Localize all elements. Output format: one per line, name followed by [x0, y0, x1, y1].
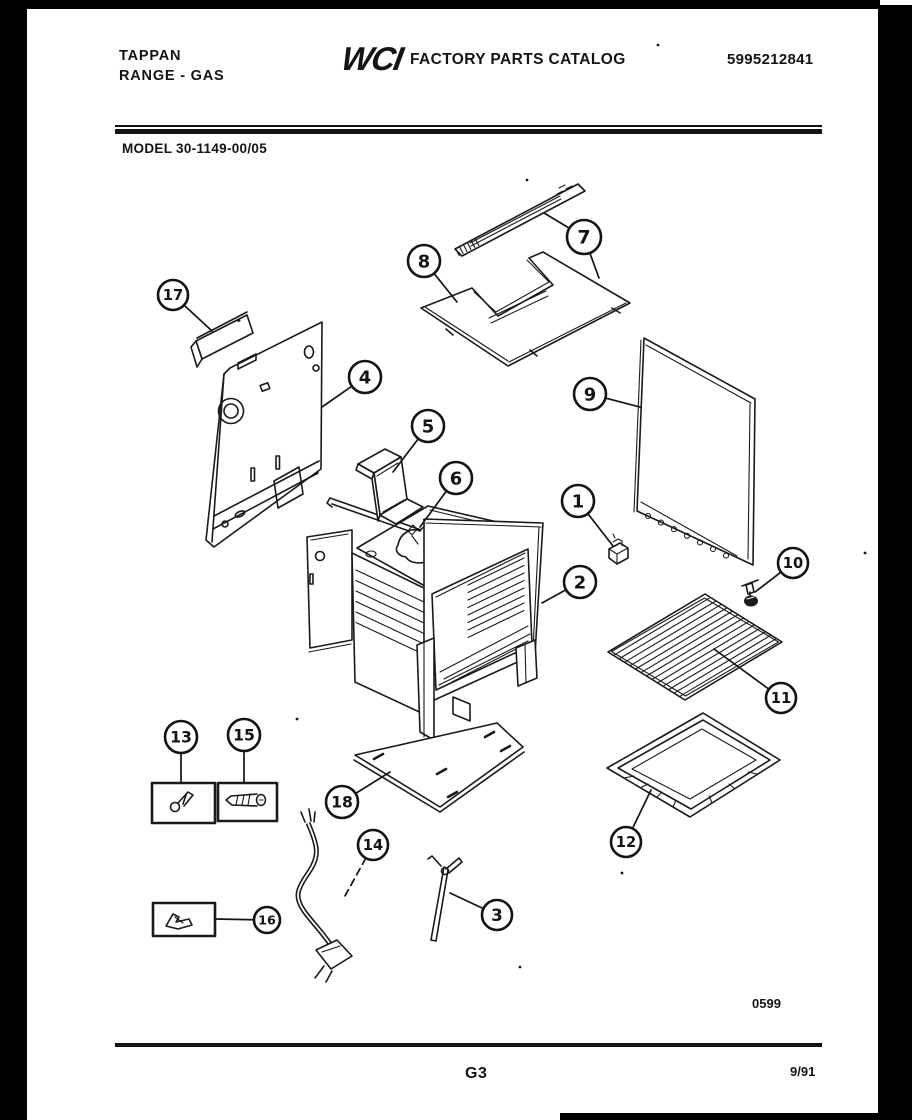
callout-number: 16	[258, 913, 276, 929]
callout-number: 7	[577, 226, 591, 249]
part-4-rear-panel	[206, 322, 322, 547]
part-3-clip	[428, 856, 462, 941]
page-code: G3	[465, 1065, 488, 1082]
callout-leader	[345, 858, 366, 896]
callout-number: 11	[770, 690, 792, 708]
brand-line-2: RANGE - GAS	[119, 68, 225, 84]
callout-number: 1	[571, 491, 585, 513]
callout-2	[542, 566, 596, 603]
part-9-side-panel	[634, 338, 755, 565]
callout-number: 18	[331, 792, 353, 812]
part-5-flue-bracket	[356, 449, 423, 524]
part-11-oven-rack	[608, 594, 782, 700]
callout-number: 13	[170, 727, 192, 747]
callout-number: 12	[615, 834, 637, 852]
callout-number: 4	[358, 367, 372, 389]
date-code: 9/91	[790, 1064, 816, 1079]
callout-number: 10	[782, 555, 804, 573]
callout-16	[215, 907, 280, 933]
callout-number: 6	[449, 468, 463, 490]
brand-line-1: TAPPAN	[119, 48, 182, 64]
callout-leader	[450, 893, 483, 909]
callout-leader	[588, 514, 613, 546]
callout-4	[322, 361, 381, 407]
callout-13	[165, 721, 197, 783]
part-15-box	[218, 783, 277, 821]
part-2-front-frame	[417, 519, 543, 740]
callout-14	[345, 830, 388, 896]
callout-number: 3	[491, 904, 503, 925]
callout-leader	[605, 398, 640, 407]
callout-10	[755, 548, 808, 592]
publication-number: 5995212841	[727, 51, 814, 68]
callout-leader	[544, 213, 569, 228]
callout-17	[158, 280, 212, 331]
callout-number: 2	[573, 572, 587, 594]
callout-12	[611, 790, 651, 857]
part-10-caster	[742, 580, 758, 607]
callout-leader	[356, 772, 390, 794]
catalog-title: FACTORY PARTS CATALOG	[410, 51, 626, 68]
callout-leader	[184, 305, 212, 331]
callout-leader	[215, 919, 254, 920]
callout-3	[450, 893, 512, 930]
part-13-box	[152, 783, 215, 823]
part-7-trim-rail	[455, 184, 585, 256]
callout-number: 15	[233, 725, 255, 745]
callout-number: 14	[362, 837, 384, 855]
wci-logo: WCI	[338, 40, 406, 77]
callout-number: 9	[583, 384, 597, 406]
figure-code: 0599	[752, 996, 781, 1011]
callout-leader	[322, 386, 352, 407]
oven-left-inner-panel	[307, 530, 352, 652]
callout-18	[326, 772, 390, 818]
callout-number: 5	[421, 416, 435, 438]
callout-9	[574, 378, 640, 410]
part-16-box	[153, 903, 215, 936]
callout-15	[228, 719, 260, 783]
callout-leader	[755, 572, 781, 592]
part-1-connector	[609, 534, 628, 564]
part-14-power-cord	[298, 809, 352, 982]
callout-5	[393, 410, 444, 472]
callout-8	[408, 245, 457, 302]
part-8-main-top-panel	[421, 252, 630, 366]
part-18-bottom-pan	[354, 723, 524, 812]
part-12-broiler-pan	[607, 713, 780, 817]
callout-1	[562, 485, 613, 546]
callout-number: 8	[417, 251, 431, 273]
callout-leader	[542, 590, 566, 603]
model-number: MODEL 30-1149-00/05	[122, 141, 268, 156]
callout-leader	[632, 790, 651, 828]
callout-number: 17	[162, 287, 184, 305]
callout-leader	[590, 253, 599, 278]
